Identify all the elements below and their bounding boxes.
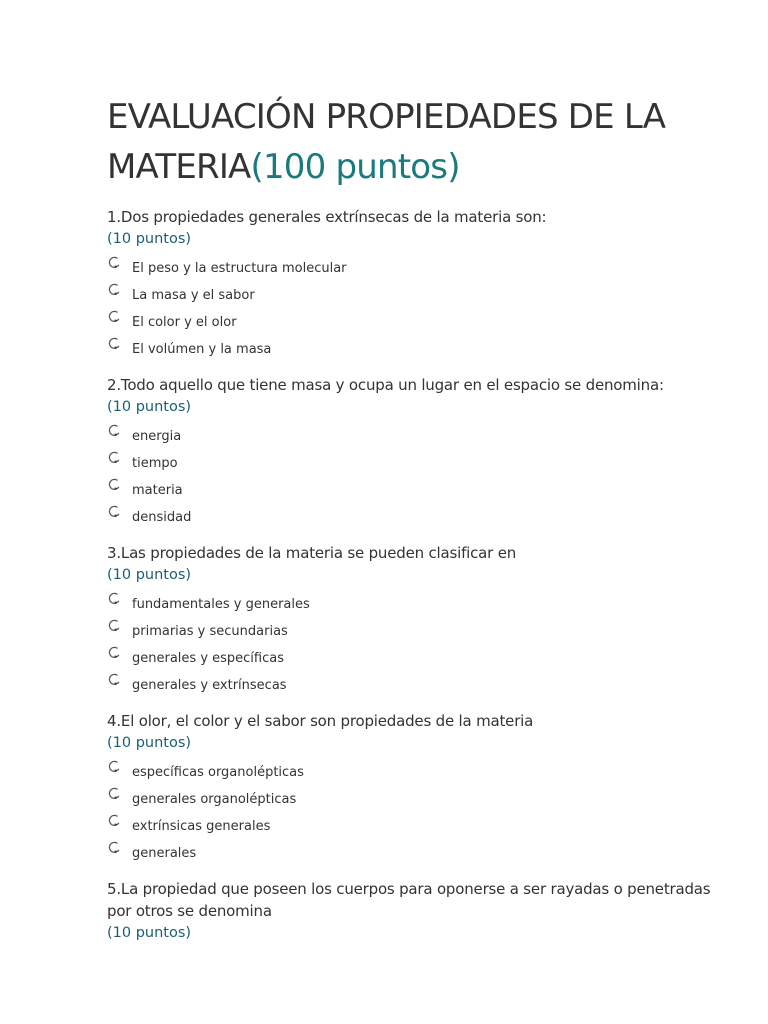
option-label: generales	[132, 845, 197, 861]
radio-button-icon[interactable]	[107, 618, 121, 632]
title-points: (100 puntos)	[250, 147, 460, 187]
option-label: energia	[132, 428, 182, 444]
option-label: La masa y el sabor	[132, 287, 255, 303]
answer-option[interactable]	[107, 783, 727, 810]
question-list	[107, 206, 727, 944]
option-label: fundamentales y generales	[132, 596, 310, 612]
answer-option[interactable]	[107, 501, 727, 528]
radio-button-icon[interactable]	[107, 423, 121, 437]
question-text: 4.El olor, el color y el sabor son propiedades de la materia	[107, 712, 534, 730]
answer-option[interactable]	[107, 669, 727, 696]
question-block	[107, 542, 727, 696]
answer-option[interactable]	[107, 810, 727, 837]
document-page	[107, 92, 727, 946]
question-points: (10 puntos)	[107, 567, 192, 583]
answer-option[interactable]	[107, 252, 727, 279]
question-points: (10 puntos)	[107, 735, 192, 751]
option-label: primarias y secundarias	[132, 623, 288, 639]
question-text: 2.Todo aquello que tiene masa y ocupa un lugar en el espacio se denomina:	[107, 376, 664, 394]
option-label: densidad	[132, 509, 192, 525]
radio-button-icon[interactable]	[107, 336, 121, 350]
answer-option[interactable]	[107, 420, 727, 447]
question-points: (10 puntos)	[107, 925, 192, 941]
answer-option[interactable]	[107, 279, 727, 306]
answer-option[interactable]	[107, 447, 727, 474]
option-label: El volúmen y la masa	[132, 341, 272, 357]
question-text: 3.Las propiedades de la materia se pueden clasificar en	[107, 544, 517, 562]
question-block	[107, 878, 727, 944]
question-text: 5.La propiedad que poseen los cuerpos para oponerse a ser rayadas o penetradas por otros se denomina	[107, 880, 711, 920]
radio-button-icon[interactable]	[107, 450, 121, 464]
option-label: generales organolépticas	[132, 791, 297, 807]
radio-button-icon[interactable]	[107, 813, 121, 827]
answer-option[interactable]	[107, 474, 727, 501]
question-block	[107, 374, 727, 528]
answer-option[interactable]	[107, 615, 727, 642]
option-label: generales y extrínsecas	[132, 677, 287, 693]
option-label: El peso y la estructura molecular	[132, 260, 347, 276]
option-label: extrínsicas generales	[132, 818, 271, 834]
answer-option[interactable]	[107, 642, 727, 669]
radio-button-icon[interactable]	[107, 645, 121, 659]
radio-button-icon[interactable]	[107, 255, 121, 269]
answer-option[interactable]	[107, 333, 727, 360]
option-label: tiempo	[132, 455, 178, 471]
answer-options	[107, 756, 727, 864]
answer-option[interactable]	[107, 837, 727, 864]
answer-options	[107, 252, 727, 360]
radio-button-icon[interactable]	[107, 591, 121, 605]
answer-option[interactable]	[107, 306, 727, 333]
radio-button-icon[interactable]	[107, 759, 121, 773]
radio-button-icon[interactable]	[107, 672, 121, 686]
answer-option[interactable]	[107, 756, 727, 783]
radio-button-icon[interactable]	[107, 786, 121, 800]
option-label: El color y el olor	[132, 314, 237, 330]
radio-button-icon[interactable]	[107, 282, 121, 296]
title-main: EVALUACIÓN PROPIEDADES DE LA MATERIA	[107, 97, 666, 187]
question-points: (10 puntos)	[107, 231, 192, 247]
option-label: específicas organolépticas	[132, 764, 304, 780]
radio-button-icon[interactable]	[107, 477, 121, 491]
radio-button-icon[interactable]	[107, 840, 121, 854]
question-points: (10 puntos)	[107, 399, 192, 415]
question-text: 1.Dos propiedades generales extrínsecas de la materia son:	[107, 208, 547, 226]
answer-options	[107, 588, 727, 696]
question-block	[107, 206, 727, 360]
question-block	[107, 710, 727, 864]
page-title	[107, 92, 727, 192]
radio-button-icon[interactable]	[107, 504, 121, 518]
option-label: generales y específicas	[132, 650, 284, 666]
answer-option[interactable]	[107, 588, 727, 615]
option-label: materia	[132, 482, 183, 498]
radio-button-icon[interactable]	[107, 309, 121, 323]
answer-options	[107, 420, 727, 528]
